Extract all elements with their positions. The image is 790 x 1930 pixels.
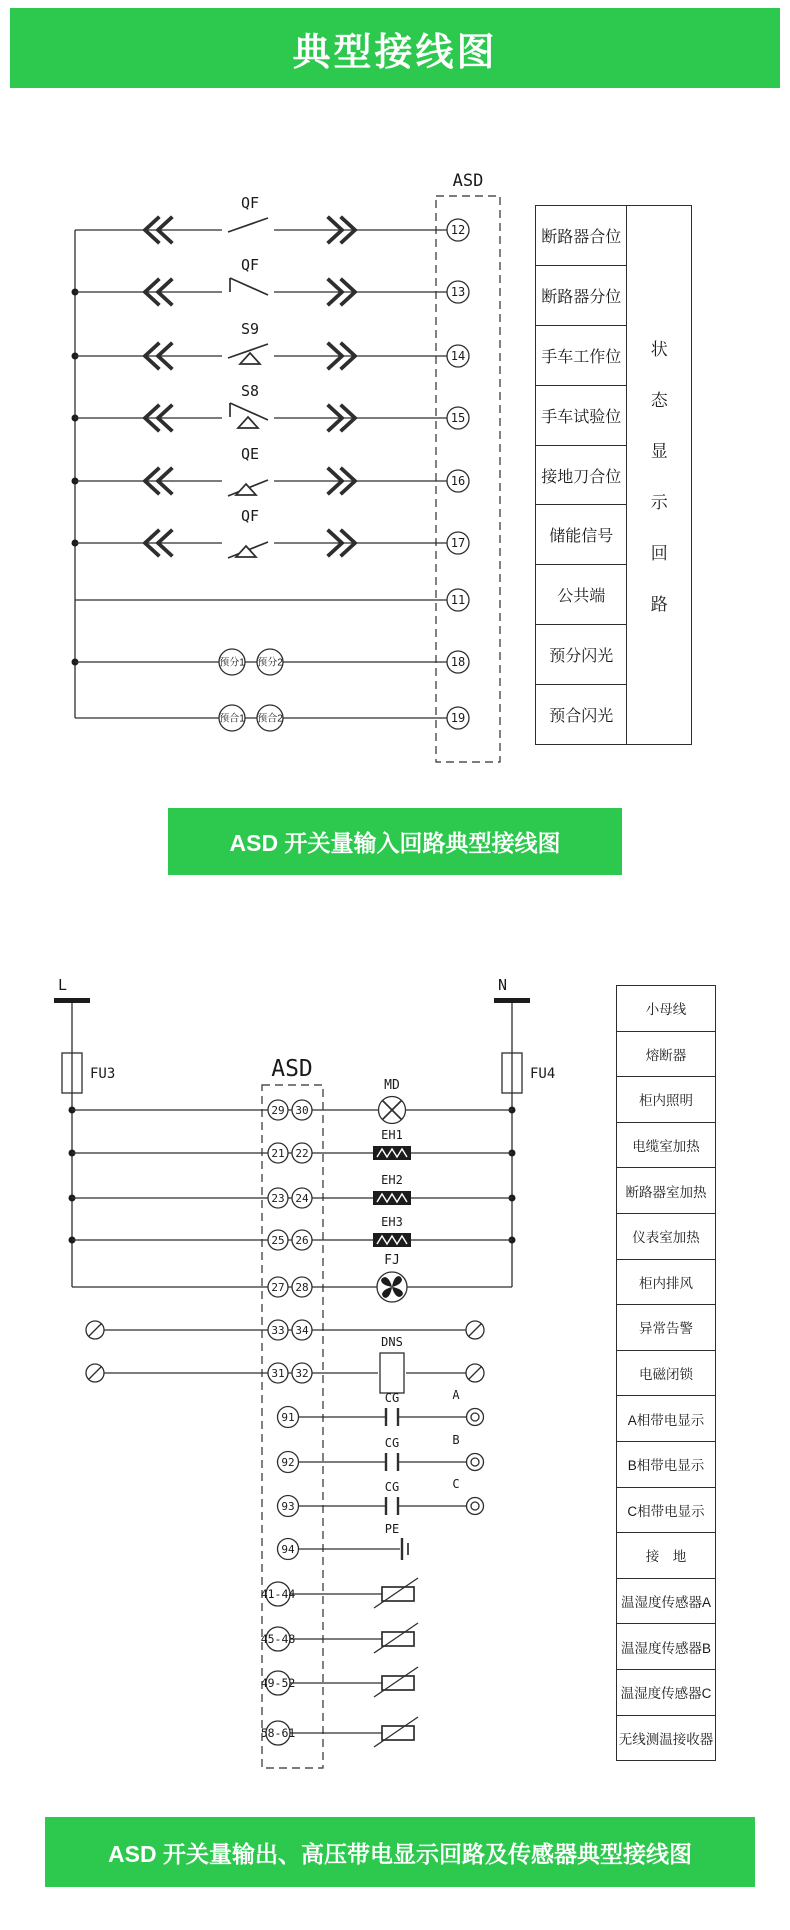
terminal-number: 27: [271, 1280, 285, 1294]
thermistor-icon: [374, 1623, 418, 1653]
legend-row-label: B相带电显示: [616, 1441, 716, 1487]
legend-row-label: 熔断器: [616, 1031, 716, 1077]
status-row-label: 接地刀合位: [535, 445, 627, 505]
legend-row-label: C相带电显示: [616, 1487, 716, 1533]
terminal-number: 92: [281, 1455, 295, 1469]
output-row-45-48: [261, 1623, 418, 1653]
terminal-number: 45-48: [260, 1632, 296, 1646]
live-display-terminal-icon: [467, 1454, 484, 1471]
component-label: FJ: [384, 1253, 400, 1268]
terminal-number: 19: [450, 711, 466, 725]
legend-row-label: 柜内照明: [616, 1076, 716, 1122]
terminal-number: 30: [295, 1103, 309, 1117]
status-row-label: 手车试验位: [535, 385, 627, 445]
legend-row-label: 小母线: [616, 985, 716, 1031]
component-label: CG: [384, 1480, 400, 1494]
group-label-char: 态: [650, 391, 668, 410]
status-row-label: 储能信号: [535, 504, 627, 564]
terminal-number: 18: [450, 655, 466, 669]
page-title: 典型接线图: [10, 8, 780, 88]
component-label: CG: [384, 1436, 400, 1450]
output-row-23-24: [72, 1173, 512, 1208]
input-row-12: [75, 194, 469, 242]
bus-label: N: [498, 976, 508, 994]
ground-icon: [402, 1538, 408, 1560]
status-display-table: [535, 205, 692, 745]
thermistor-icon: [374, 1667, 418, 1697]
output-row-93: [278, 1477, 484, 1517]
terminal-number: 15: [450, 411, 466, 425]
terminal-number: 34: [295, 1323, 309, 1337]
aux-terminal-icon: [466, 1321, 484, 1339]
terminal-number: 23: [271, 1191, 285, 1205]
input-row-11: [75, 589, 469, 611]
heater-icon: [373, 1146, 411, 1160]
device-label: QF: [240, 256, 260, 274]
busbar-icon: [494, 998, 530, 1003]
group-label-char: 示: [650, 493, 668, 512]
status-row-label: 预分闪光: [535, 624, 627, 684]
component-label: CG: [384, 1391, 400, 1405]
terminal-number: 29: [271, 1103, 285, 1117]
terminal-number: 41-44: [260, 1587, 296, 1601]
terminal-number: 28: [295, 1280, 309, 1294]
lamp-label: 预合2: [257, 713, 283, 725]
terminal-number: 24: [295, 1191, 309, 1205]
output-row-33-34: [86, 1320, 484, 1340]
device-label: QF: [240, 507, 260, 525]
output-row-31-32: [86, 1335, 484, 1394]
group-label-char: 状: [650, 340, 668, 359]
device-label: QF: [240, 194, 260, 212]
terminal-number: 22: [295, 1146, 309, 1160]
terminal-number: 17: [450, 536, 466, 550]
legend-row-label: 仪表室加热: [616, 1213, 716, 1259]
terminal-number: 14: [450, 349, 466, 363]
terminal-number: 94: [281, 1542, 295, 1556]
legend-row-label: A相带电显示: [616, 1395, 716, 1441]
status-row-label: 断路器合位: [535, 205, 627, 265]
fuse-label: FU4: [530, 1066, 556, 1082]
group-label-char: 回: [650, 544, 668, 563]
terminal-number: 25: [271, 1233, 285, 1247]
component-label: EH1: [381, 1128, 403, 1142]
phase-label: C: [452, 1477, 460, 1491]
lamp-label: 预分1: [219, 657, 245, 669]
terminal-number: 16: [450, 474, 466, 488]
status-table-group-label: [627, 205, 692, 745]
legend-row-label: 温湿度传感器A: [616, 1578, 716, 1624]
terminal-number: 21: [271, 1146, 285, 1160]
status-table-labels: [535, 205, 627, 745]
aux-terminal-icon: [466, 1364, 484, 1382]
terminal-number: 32: [295, 1366, 309, 1380]
terminal-number: 91: [281, 1410, 295, 1424]
output-row-21-22: [72, 1128, 512, 1163]
component-label: DNS: [381, 1335, 403, 1349]
terminal-number: 58-61: [260, 1726, 296, 1740]
device-label: S8: [240, 382, 260, 400]
component-label: MD: [384, 1078, 400, 1093]
device-label: QE: [240, 445, 260, 463]
legend-row-label: 柜内排风: [616, 1259, 716, 1305]
group-label-char: 显: [650, 442, 668, 461]
terminal-number: 31: [271, 1366, 285, 1380]
terminal-number: 13: [450, 285, 466, 299]
diagram2: [54, 976, 555, 1768]
aux-terminal-icon: [86, 1321, 104, 1339]
legend-row-label: 温湿度传感器C: [616, 1669, 716, 1715]
legend-row-label: 接 地: [616, 1532, 716, 1578]
output-legend-table: [616, 985, 716, 1761]
phase-label: B: [452, 1433, 460, 1447]
legend-row-label: 电磁闭锁: [616, 1350, 716, 1396]
terminal-number: 93: [281, 1499, 295, 1513]
input-row-13: [75, 256, 469, 304]
terminal-number: 11: [450, 593, 466, 607]
output-row-25-26: [72, 1215, 512, 1250]
lamp-icon: [379, 1097, 406, 1124]
legend-row-label: 无线测温接收器: [616, 1715, 716, 1762]
output-row-41-44: [261, 1578, 418, 1608]
status-row-label: 手车工作位: [535, 325, 627, 385]
asd-label: ASD: [271, 1056, 313, 1082]
fan-icon: [377, 1272, 407, 1302]
status-row-label: 公共端: [535, 564, 627, 624]
input-row-17: [75, 507, 469, 558]
aux-terminal-icon: [86, 1364, 104, 1382]
component-label: EH2: [381, 1173, 403, 1187]
lamp-label: 预合1: [219, 713, 245, 725]
bus-label: L: [58, 976, 68, 994]
group-label-char: 路: [650, 595, 668, 614]
busbar-icon: [54, 998, 90, 1003]
terminal-number: 33: [271, 1323, 285, 1337]
status-row-label: 预合闪光: [535, 684, 627, 745]
component-label: PE: [384, 1522, 400, 1536]
diagram1-caption: ASD 开关量输入回路典型接线图: [168, 808, 622, 875]
legend-row-label: 电缆室加热: [616, 1122, 716, 1168]
live-display-terminal-icon: [467, 1498, 484, 1515]
diagram2-caption: ASD 开关量输出、高压带电显示回路及传感器典型接线图: [45, 1817, 755, 1887]
thermistor-icon: [374, 1578, 418, 1608]
output-row-58-61: [261, 1717, 418, 1747]
output-row-92: [278, 1433, 484, 1473]
legend-row-label: 断路器室加热: [616, 1167, 716, 1213]
phase-label: A: [452, 1388, 460, 1402]
terminal-number: 26: [295, 1233, 309, 1247]
asd-label: ASD: [452, 171, 484, 191]
legend-row-label: 异常告警: [616, 1304, 716, 1350]
input-row-14: [75, 320, 469, 368]
lamp-label: 预分2: [257, 657, 283, 669]
output-row-94: [278, 1522, 409, 1560]
heater-icon: [373, 1191, 411, 1205]
fuse-label: FU3: [90, 1066, 116, 1082]
input-row-15: [75, 382, 469, 430]
output-row-27-28: [72, 1253, 512, 1302]
terminal-number: 12: [450, 223, 466, 237]
thermistor-icon: [374, 1717, 418, 1747]
legend-row-label: 温湿度传感器B: [616, 1623, 716, 1669]
output-row-49-52: [261, 1667, 418, 1697]
component-label: EH3: [381, 1215, 403, 1229]
input-row-19: [75, 705, 469, 731]
status-row-label: 断路器分位: [535, 265, 627, 325]
live-display-terminal-icon: [467, 1409, 484, 1426]
input-row-16: [75, 445, 469, 496]
device-label: S9: [240, 320, 260, 338]
diagram1: [72, 171, 501, 762]
input-row-18: [75, 649, 469, 675]
heater-icon: [373, 1233, 411, 1247]
terminal-number: 49-52: [260, 1676, 296, 1690]
